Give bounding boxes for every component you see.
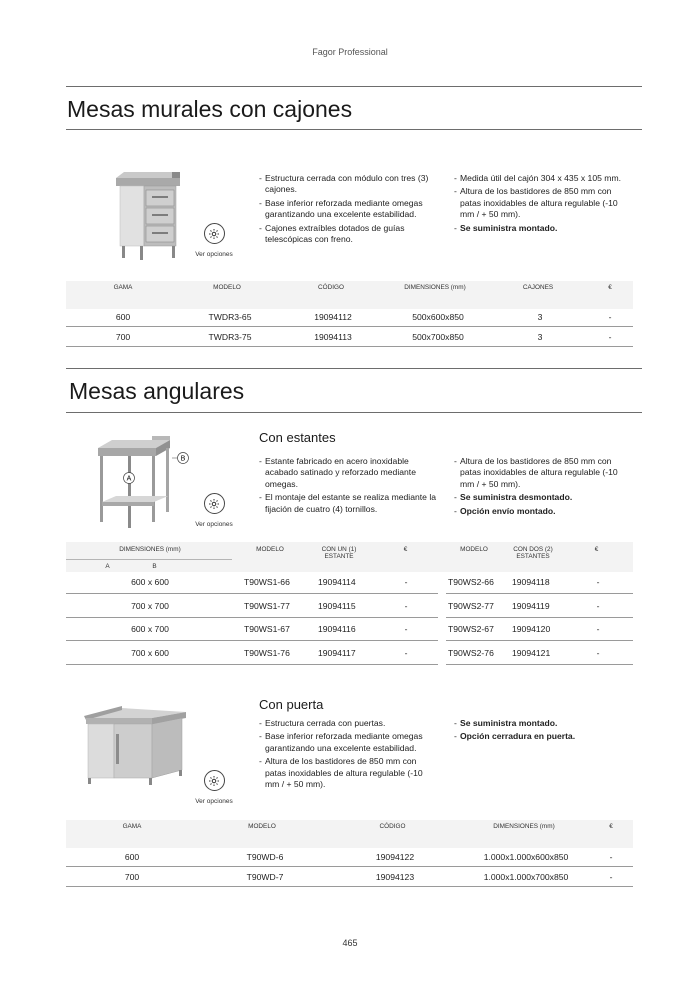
feature: - Estante fabricado en acero inoxidable acabado satinado y reforzado mediante omegas. (259, 456, 437, 490)
view-options-2[interactable] (194, 493, 234, 528)
gear-icon[interactable] (204, 223, 225, 244)
table-cell: - (596, 577, 600, 587)
section-title-murales: Mesas murales con cajones (67, 96, 353, 122)
table-cell: 19094114 (318, 577, 356, 587)
col-header: € (609, 823, 613, 830)
gear-icon[interactable] (204, 493, 225, 514)
view-options-3[interactable] (194, 770, 234, 805)
table-cell: - (404, 577, 408, 587)
table-cell: T90WS1-66 (244, 577, 290, 587)
table-cell: T90WD-7 (246, 872, 284, 882)
table-cell: 19094118 (512, 577, 550, 587)
table-cell: 19094116 (318, 624, 356, 634)
table-cell: - (404, 624, 408, 634)
feature: - El montaje del estante se realiza mediante la fijación de cuatro (4) tornillos. (259, 492, 437, 515)
row-divider (66, 326, 633, 327)
divider (66, 86, 642, 87)
header-divider (66, 559, 232, 560)
col-header: DIMENSIONES (mm) (493, 823, 555, 830)
table-cell: - (404, 600, 408, 611)
feature: - Altura de los bastidores de 850 mm con patas inoxidables de altura regulable (-10 mm / + 50 mm). (259, 756, 439, 790)
view-options-1[interactable] (194, 223, 234, 258)
col-header: € (608, 284, 612, 291)
table-cell: 19094119 (512, 600, 550, 611)
table-cell: T90WS2-76 (448, 647, 494, 658)
col-header: MODELO (248, 823, 276, 830)
table-cell: 3 (537, 332, 543, 342)
table-cell: - (609, 872, 613, 882)
table-cell: 19094113 (314, 332, 352, 342)
feature: - Estructura cerrada con módulo con tres (3) cajones. (259, 173, 439, 196)
col-header: GAMA (122, 823, 142, 830)
table-cell: 19094122 (375, 852, 415, 862)
table-cell: 700 x 700 (131, 600, 169, 611)
table-cell: 600 (115, 312, 131, 322)
table-cell: 19094121 (512, 647, 551, 658)
view-options-label: Ver opciones (195, 798, 233, 805)
row-divider (446, 664, 633, 665)
feature: - Altura de los bastidores de 850 mm con patas inoxidables de altura regulable (-10 mm / + 50 mm). (454, 456, 632, 490)
table-cell: TWDR3-65 (208, 312, 252, 322)
row-divider (66, 617, 438, 618)
row-divider (66, 640, 438, 641)
col-header: MODELO (460, 546, 488, 553)
col-header: MODELO (213, 284, 241, 291)
row-divider (66, 346, 633, 347)
table-cell: T90WS2-67 (448, 624, 494, 634)
table-cell: T90WD-6 (246, 852, 284, 862)
table-cell: T90WS1-67 (244, 624, 290, 634)
gear-icon[interactable] (204, 770, 225, 791)
section-title-angulares: Mesas angulares (69, 378, 245, 404)
marker-a: A (126, 475, 132, 483)
table-cell: - (596, 600, 600, 611)
table-cell: 19094115 (318, 600, 356, 611)
product-image-door-table (82, 704, 188, 786)
col-header: CON DOS (2) ESTANTES (513, 546, 553, 560)
feature-bold: Se suministra montado. (460, 718, 558, 728)
table-cell: - (608, 312, 612, 322)
view-options-label: Ver opciones (195, 521, 233, 528)
table-cell: 1.000x1.000x700x850 (483, 872, 569, 882)
col-header: CÓDIGO (318, 284, 344, 291)
col-header: A (105, 563, 110, 570)
marker-b: B (180, 455, 186, 463)
brand-header: Fagor Professional (312, 47, 388, 57)
features-right (454, 718, 634, 745)
col-header: € (594, 546, 599, 553)
subsection-con-puerta: Con puerta (259, 697, 324, 712)
table-cell: 600 x 700 (131, 624, 169, 634)
view-options-label: Ver opciones (195, 251, 233, 258)
features-left (259, 718, 439, 792)
row-divider (66, 593, 438, 594)
row-divider (66, 866, 633, 867)
features-right (454, 173, 634, 236)
table-cell: T90WS1-76 (244, 647, 290, 658)
feature-bold: Se suministra desmontado. (460, 492, 573, 503)
feature: - Estructura cerrada con puertas. (259, 718, 439, 729)
col-header: DIMENSIONES (mm) (404, 284, 466, 291)
col-header: DIMENSIONES (mm) (119, 546, 181, 553)
feature-bold: Opción envío montado. (460, 505, 556, 516)
table-cell: T90WS2-66 (448, 577, 494, 587)
row-divider (446, 640, 633, 641)
table-cell: - (608, 332, 612, 342)
feature: - Altura de los bastidores de 850 mm con patas inoxidables de altura regulable (-10 mm / + 50 mm). (454, 186, 634, 220)
col-header: CÓDIGO (379, 823, 406, 830)
feature-bold: Opción cerradura en puerta. (460, 731, 576, 742)
product-image-shelf-table (92, 436, 192, 531)
divider (66, 412, 642, 413)
table-cell: 500x600x850 (412, 312, 464, 322)
feature: - Cajones extraíbles dotados de guías telescópicas con freno. (259, 223, 439, 246)
feature: - Base inferior reforzada mediante omegas garantizando una excelente estabilidad. (259, 198, 439, 221)
col-header: GAMA (113, 284, 133, 291)
row-divider (66, 886, 633, 887)
table-cell: - (404, 647, 408, 658)
table-cell: - (596, 647, 600, 658)
col-header: CAJONES (522, 284, 554, 291)
features-left (259, 456, 437, 517)
table-cell: T90WS1-77 (244, 600, 290, 611)
table-cell: 700 (124, 872, 140, 882)
table-cell: 1.000x1.000x600x850 (483, 852, 569, 862)
col-header: MODELO (256, 546, 284, 553)
features-left (259, 173, 439, 247)
table-cell: - (609, 852, 613, 862)
divider (66, 129, 642, 130)
table-cell: 700 x 600 (131, 647, 169, 658)
subsection-con-estantes: Con estantes (259, 430, 336, 445)
page-number: 465 (342, 938, 358, 948)
table-cell: 600 x 600 (131, 577, 169, 587)
table-cell: 19094117 (318, 647, 356, 658)
table-cell: 19094123 (375, 872, 415, 882)
row-divider (66, 664, 438, 665)
table-cell: 500x700x850 (412, 332, 464, 342)
col-header: € (403, 546, 408, 553)
divider (66, 368, 642, 369)
feature-bold: Se suministra montado. (460, 222, 558, 233)
table-cell: 19094112 (314, 312, 352, 322)
col-header: B (152, 563, 157, 570)
features-right (454, 456, 632, 519)
table-cell: - (596, 624, 600, 634)
feature: - Base inferior reforzada mediante omegas garantizando una excelente estabilidad. (259, 731, 439, 754)
row-divider (446, 617, 633, 618)
product-image-drawer-table (110, 168, 186, 262)
table-cell: 19094120 (512, 624, 551, 634)
table-cell: 700 (115, 332, 131, 342)
table-cell: 3 (537, 312, 543, 322)
table-cell: TWDR3-75 (208, 332, 252, 342)
table-cell: T90WS2-77 (448, 600, 494, 611)
col-header: CON UN (1) ESTANTE (321, 546, 357, 560)
table-cell: 600 (124, 852, 140, 862)
feature: - Medida útil del cajón 304 x 435 x 105 mm. (454, 173, 634, 184)
row-divider (446, 593, 633, 594)
